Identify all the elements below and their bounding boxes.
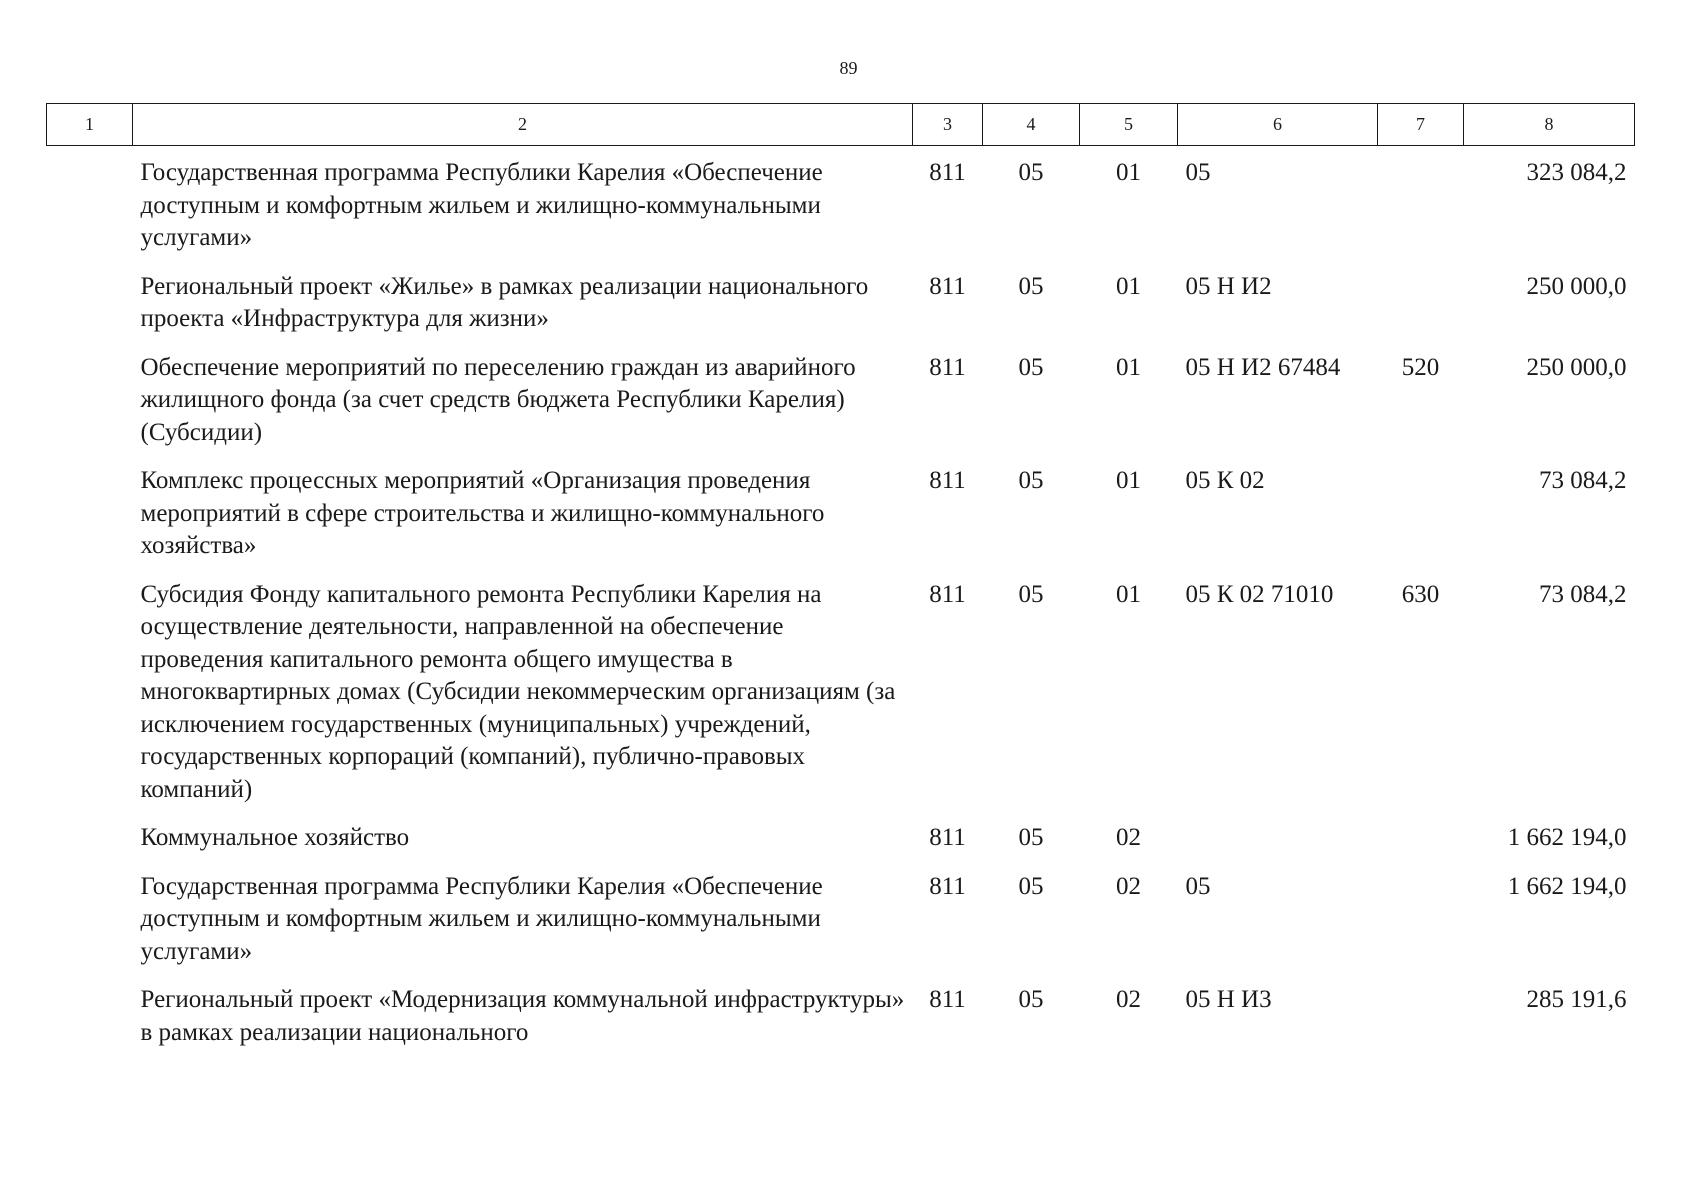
row-csr: 05 Н И3 — [1185, 986, 1272, 1013]
row-vr: 520 — [1401, 353, 1440, 381]
row-name: Региональный проект «Жилье» в рамках реализации национального проекта «Инфраструктура для жизни» — [140, 272, 869, 332]
table-row — [47, 860, 1635, 974]
header-cell-6: 6 — [1178, 104, 1378, 146]
row-rz: 05 — [1018, 467, 1044, 494]
table-row — [47, 146, 1635, 260]
row-index-cell — [47, 860, 133, 974]
row-csr: 05 Н И2 — [1185, 272, 1272, 300]
page-number: 89 — [839, 58, 858, 78]
row-index-cell — [47, 973, 133, 1054]
row-grbs: 811 — [929, 824, 966, 851]
header-row — [47, 104, 1635, 146]
header-cell-8: 8 — [1464, 104, 1635, 146]
budget-table — [46, 103, 1635, 1054]
row-index-cell — [47, 454, 133, 568]
row-rz: 05 — [1018, 272, 1044, 300]
row-pr: 01 — [1116, 580, 1141, 608]
table-body — [47, 146, 1635, 1055]
row-amount: 250 000,0 — [1526, 272, 1627, 300]
row-csr: 05 — [1185, 872, 1211, 900]
row-pr: 01 — [1116, 467, 1141, 494]
row-csr: 05 К 02 71010 — [1185, 580, 1334, 608]
header-cell-2: 2 — [133, 104, 913, 146]
row-amount: 250 000,0 — [1526, 353, 1627, 381]
row-name: Государственная программа Республики Карелия «Обеспечение доступным и комфортным жильем и жилищно-коммунальными услугами» — [140, 159, 823, 251]
row-grbs: 811 — [929, 159, 966, 186]
table-row — [47, 568, 1635, 812]
row-index-cell — [47, 341, 133, 455]
table-header — [47, 104, 1635, 146]
row-pr: 01 — [1116, 272, 1141, 300]
row-vr — [1378, 860, 1464, 974]
row-vr — [1378, 454, 1464, 568]
row-rz: 05 — [1018, 872, 1044, 900]
row-index-cell — [47, 568, 133, 812]
row-amount: 73 084,2 — [1539, 580, 1627, 608]
row-csr — [1178, 811, 1378, 860]
row-csr: 05 — [1185, 159, 1211, 186]
row-pr: 02 — [1116, 824, 1141, 851]
table-row — [47, 454, 1635, 568]
table-row — [47, 973, 1635, 1054]
row-pr: 02 — [1116, 872, 1141, 900]
row-rz: 05 — [1018, 986, 1044, 1013]
row-grbs: 811 — [929, 986, 966, 1013]
row-name: Региональный проект «Модернизация коммунальной инфраструктуры» в рамках реализации национального — [140, 986, 905, 1046]
row-index-cell — [47, 260, 133, 341]
row-index-cell — [47, 811, 133, 860]
row-vr — [1378, 811, 1464, 860]
header-cell-7: 7 — [1378, 104, 1464, 146]
header-cell-1: 1 — [47, 104, 133, 146]
row-vr — [1378, 146, 1464, 260]
row-amount: 1 662 194,0 — [1507, 872, 1627, 900]
row-pr: 01 — [1116, 353, 1141, 381]
row-rz: 05 — [1018, 159, 1044, 186]
header-cell-3: 3 — [913, 104, 983, 146]
row-vr — [1378, 260, 1464, 341]
row-name: Коммунальное хозяйство — [140, 824, 410, 851]
row-rz: 05 — [1018, 353, 1044, 381]
row-amount: 73 084,2 — [1539, 467, 1627, 494]
header-cell-5: 5 — [1080, 104, 1178, 146]
row-vr: 630 — [1401, 580, 1440, 608]
row-index-cell — [47, 146, 133, 260]
row-pr: 02 — [1116, 986, 1141, 1013]
row-name: Комплекс процессных мероприятий «Организация проведения мероприятий в сфере строительства и жилищно-коммунального хозяйства» — [140, 467, 825, 559]
row-amount: 1 662 194,0 — [1507, 824, 1627, 851]
row-grbs: 811 — [929, 467, 966, 494]
row-rz: 05 — [1018, 580, 1044, 608]
row-grbs: 811 — [929, 353, 966, 381]
row-name: Государственная программа Республики Карелия «Обеспечение доступным и комфортным жильем и жилищно-коммунальными услугами» — [140, 872, 823, 965]
row-name: Субсидия Фонду капитального ремонта Республики Карелия на осуществление деятельности, направленной на обеспечение проведения капитального ремонта общего имущества в многоквартирных домах (Субсидии некоммерческим организациям (за исключением государственных (муниципальных) учреждений, государственных корпораций (компаний), публично-правовых компаний) — [140, 580, 896, 803]
table-row — [47, 260, 1635, 341]
row-amount: 285 191,6 — [1526, 986, 1627, 1013]
row-name: Обеспечение мероприятий по переселению граждан из аварийного жилищного фонда (за счет средств бюджета Республики Карелия) (Субсидии) — [140, 353, 856, 446]
row-grbs: 811 — [929, 580, 966, 608]
table-row — [47, 341, 1635, 455]
row-csr: 05 Н И2 67484 — [1185, 353, 1341, 381]
row-csr: 05 К 02 — [1185, 467, 1265, 494]
row-grbs: 811 — [929, 872, 966, 900]
row-pr: 01 — [1116, 159, 1141, 186]
row-amount: 323 084,2 — [1526, 159, 1627, 186]
row-grbs: 811 — [929, 272, 966, 300]
row-vr — [1378, 973, 1464, 1054]
table-row — [47, 811, 1635, 860]
row-rz: 05 — [1018, 824, 1044, 851]
header-cell-4: 4 — [983, 104, 1080, 146]
